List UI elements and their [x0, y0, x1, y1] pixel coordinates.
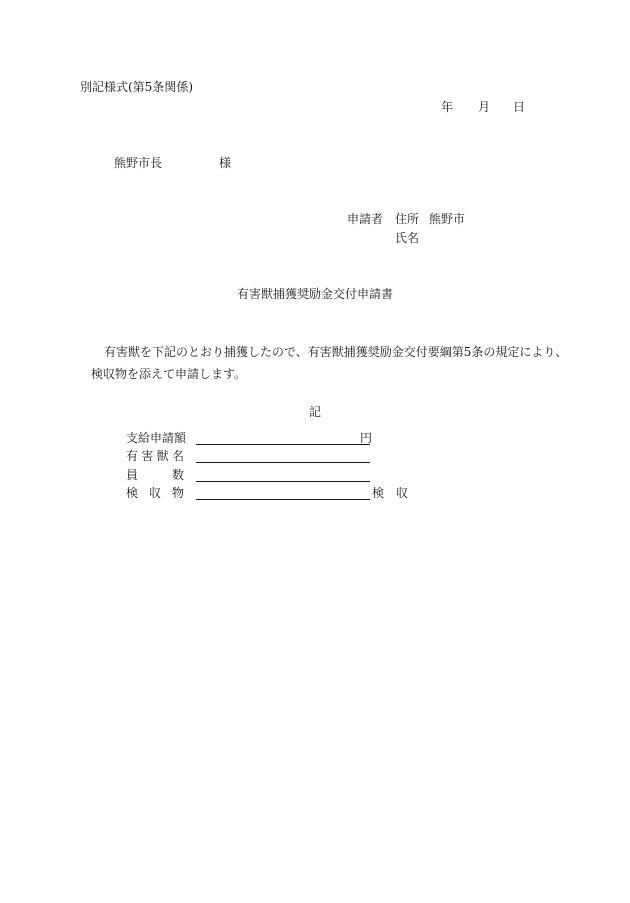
date-day-label: 日 — [513, 100, 526, 114]
applicant-label: 申請者 — [347, 212, 384, 226]
field-label-animal-name: 有害獣名 — [126, 449, 184, 463]
field-label-count: 員数 — [126, 468, 184, 482]
field-suffix-inspection: 検 収 — [372, 486, 409, 500]
date-month-label: 月 — [478, 100, 491, 114]
document-title: 有害獣捕獲奨励金交付申請書 — [236, 287, 393, 301]
field-label-inspected-items: 検収物 — [126, 486, 184, 500]
date-year-label: 年 — [441, 100, 454, 114]
body-text-line-2: 検収物を添えて申請します。 — [91, 367, 247, 381]
name-label: 氏名 — [395, 231, 420, 245]
field-line-inspected-items[interactable] — [196, 499, 370, 500]
field-line-animal-name[interactable] — [196, 462, 370, 463]
field-line-count[interactable] — [196, 481, 370, 482]
field-label-amount: 支給申請額 — [126, 431, 187, 445]
ki-heading: 記 — [308, 405, 321, 419]
form-reference: 別記様式(第5条関係) — [80, 80, 193, 94]
address-label: 住所 — [395, 212, 420, 226]
field-suffix-yen: 円 — [360, 431, 373, 445]
addressee-honorific: 様 — [219, 156, 232, 170]
addressee-name: 熊野市長 — [114, 156, 163, 170]
field-line-amount[interactable] — [196, 444, 370, 445]
body-text-line-1: 有害獣を下記のとおり捕獲したので、有害獣捕獲奨励金交付要綱第5条の規定により、 — [104, 345, 568, 359]
address-value: 熊野市 — [429, 212, 466, 226]
